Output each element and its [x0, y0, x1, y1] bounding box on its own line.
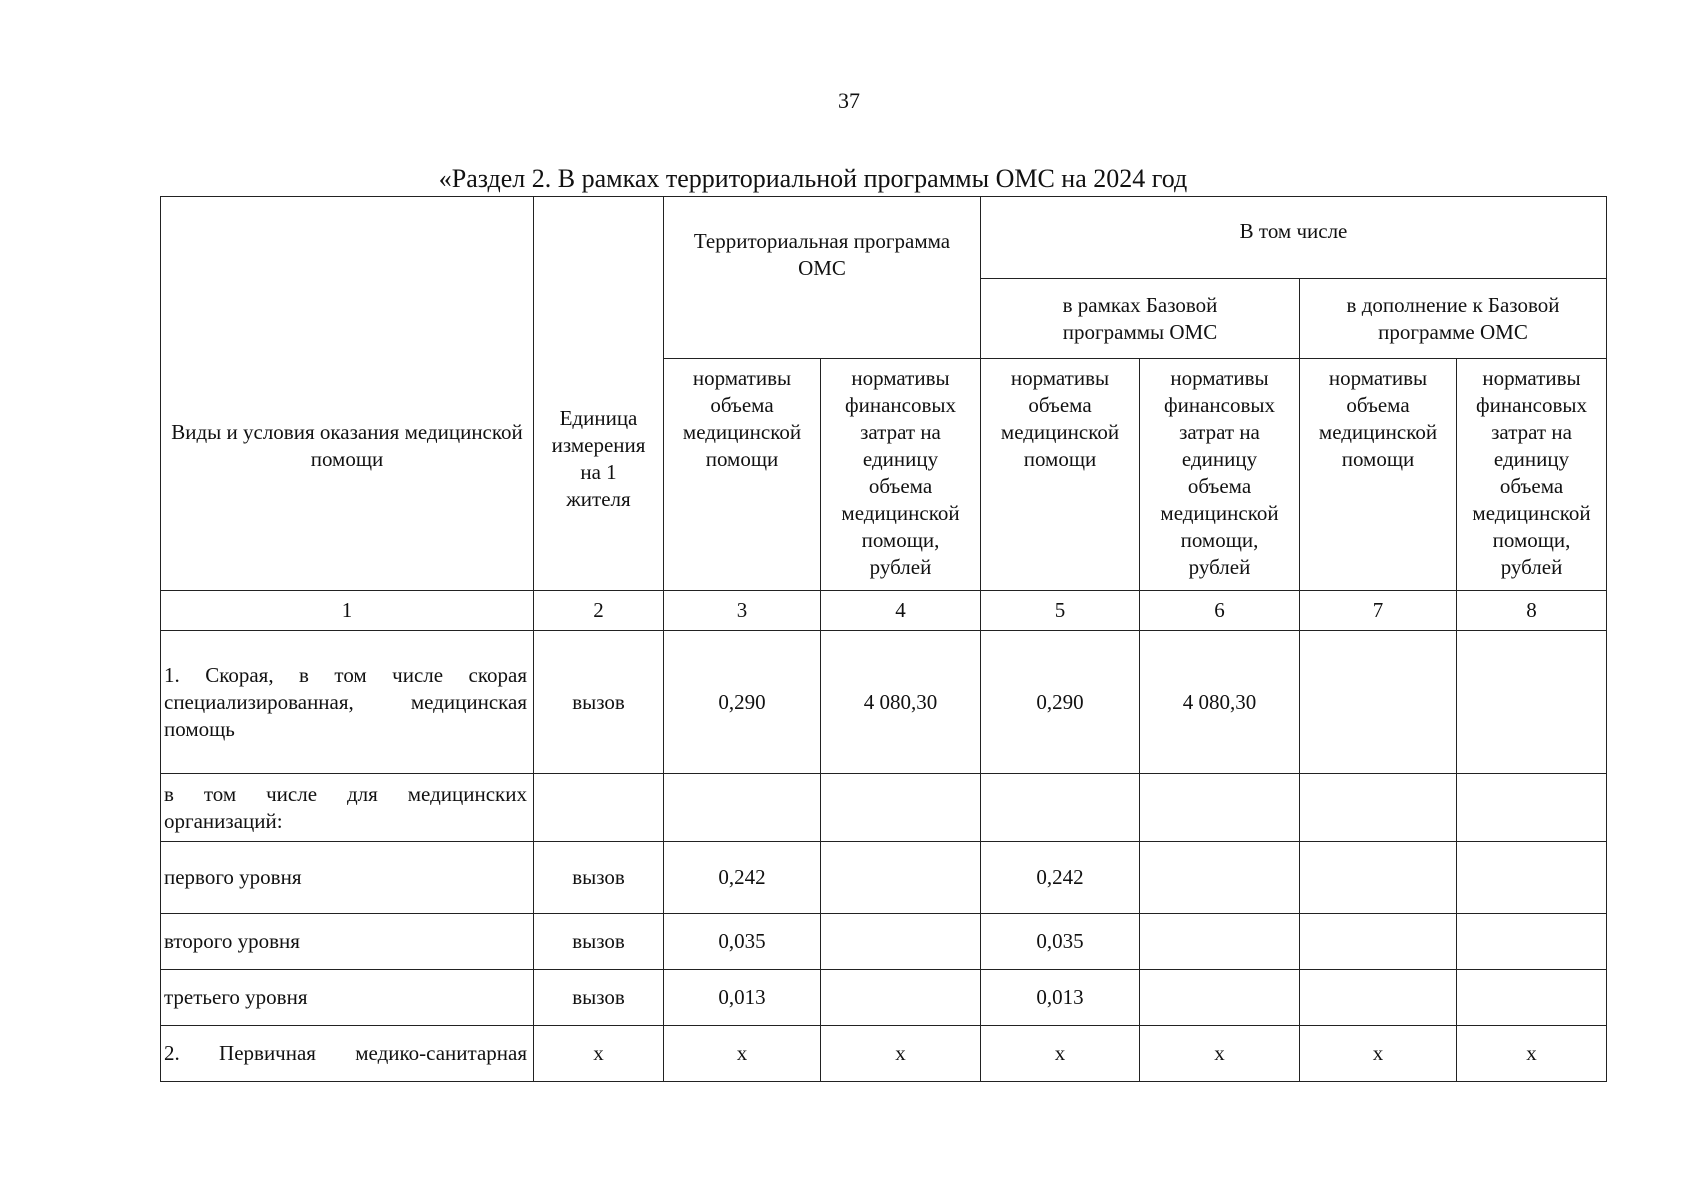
page-number: 37 [838, 88, 860, 113]
row-value [1140, 774, 1300, 842]
header-kinds-conditions-text: Виды и условия оказания медицинской помощи [171, 420, 523, 471]
header-volume-norm-addition [1300, 359, 1457, 591]
header-line: объема [710, 393, 774, 417]
header-addition-line: в дополнение к Базовой [1346, 292, 1560, 317]
header-base-line: в рамках Базовой [1062, 292, 1218, 317]
row-value [821, 970, 981, 1026]
table-row [161, 774, 1607, 842]
row-name: первого уровня [161, 842, 534, 914]
row-value: 4 080,30 [1140, 631, 1300, 774]
header-volume-norm-territorial [664, 359, 821, 591]
header-line: нормативы [1170, 366, 1269, 390]
header-line: медицинской [682, 420, 802, 444]
row-value: 0,290 [664, 631, 821, 774]
header-base-program [981, 279, 1300, 359]
row-unit: вызов [534, 914, 664, 970]
row-value: 0,242 [981, 842, 1140, 914]
row-name: третьего уровня [161, 970, 534, 1026]
header-kinds-conditions [161, 197, 534, 591]
row-value [1300, 631, 1457, 774]
column-number: 4 [821, 591, 981, 631]
row-value: х [1457, 1026, 1607, 1082]
header-line: нормативы [1328, 366, 1428, 390]
header-line: объема [1028, 393, 1092, 417]
header-line: нормативы [1482, 366, 1581, 390]
row-value [1300, 842, 1457, 914]
header-line: объема [1346, 393, 1410, 417]
row-value: 4 080,30 [821, 631, 981, 774]
header-addition-program [1300, 279, 1607, 359]
row-value [1140, 842, 1300, 914]
header-line: рублей [1188, 555, 1251, 579]
row-value [981, 774, 1140, 842]
header-line: затрат на [860, 420, 941, 444]
column-number: 2 [534, 591, 664, 631]
header-line: нормативы [692, 366, 792, 390]
header-territorial-program [664, 197, 981, 359]
header-line: помощи [1341, 447, 1415, 471]
header-line: затрат на [1179, 420, 1260, 444]
header-addition-line: программе ОМС [1378, 319, 1528, 344]
header-territorial-line: ОМС [798, 255, 846, 280]
header-line: медицинской [841, 501, 960, 525]
column-number: 6 [1140, 591, 1300, 631]
row-value [1457, 774, 1607, 842]
row-value: 0,290 [981, 631, 1140, 774]
header-line: медицинской [1000, 420, 1120, 444]
column-numbers-row [161, 591, 1607, 631]
row-value: х [664, 1026, 821, 1082]
column-number: 1 [161, 591, 534, 631]
header-line: финансовых [845, 393, 956, 417]
row-value: 0,035 [981, 914, 1140, 970]
row-name: второго уровня [161, 914, 534, 970]
header-cost-norm-addition [1457, 359, 1607, 591]
header-including [981, 197, 1607, 279]
row-unit [534, 774, 664, 842]
row-value [1457, 842, 1607, 914]
table-row [161, 842, 1607, 914]
row-value: 0,035 [664, 914, 821, 970]
row-value [1300, 914, 1457, 970]
header-line: медицинской [1318, 420, 1438, 444]
row-value [1457, 970, 1607, 1026]
row-value [1300, 774, 1457, 842]
header-line: нормативы [851, 366, 950, 390]
header-line: объема [1187, 474, 1252, 498]
table-row [161, 631, 1607, 774]
header-cost-norm-territorial [821, 359, 981, 591]
row-value [821, 914, 981, 970]
norms-table [160, 196, 1607, 1082]
table-row [161, 1026, 1607, 1082]
row-value [821, 774, 981, 842]
header-line: рублей [1500, 555, 1563, 579]
header-line: единицу [1493, 447, 1570, 471]
row-value [664, 774, 821, 842]
row-value [1457, 631, 1607, 774]
row-name: 1. Скорая, в том числе скорая специализированная, медицинская помощь [161, 631, 534, 774]
row-value [821, 842, 981, 914]
table-row [161, 970, 1607, 1026]
row-value: 0,242 [664, 842, 821, 914]
header-line: объема [868, 474, 933, 498]
header-line: медицинской [1160, 501, 1279, 525]
row-value: 0,013 [664, 970, 821, 1026]
column-number: 8 [1457, 591, 1607, 631]
row-name: в том числе для медицинских организаций: [161, 774, 534, 842]
row-value: х [821, 1026, 981, 1082]
header-unit-line: на 1 [580, 459, 617, 484]
header-line: финансовых [1476, 393, 1588, 417]
row-unit: вызов [534, 631, 664, 774]
header-line: единицу [862, 447, 939, 471]
row-value [1140, 970, 1300, 1026]
row-value: х [1300, 1026, 1457, 1082]
column-number: 7 [1300, 591, 1457, 631]
row-name: 2. Первичная медико-санитарная [161, 1026, 534, 1082]
row-value: х [981, 1026, 1140, 1082]
header-line: помощи, [1180, 528, 1259, 552]
header-cost-norm-base [1140, 359, 1300, 591]
header-line: рублей [869, 555, 932, 579]
row-unit: вызов [534, 970, 664, 1026]
header-line: помощи, [1492, 528, 1571, 552]
header-including-text: В том числе [1239, 219, 1348, 243]
header-line: помощи [1023, 447, 1097, 471]
header-base-line: программы ОМС [1062, 319, 1218, 344]
header-line: помощи [705, 447, 779, 471]
row-value [1457, 914, 1607, 970]
header-unit-line: жителя [566, 486, 631, 511]
row-unit: х [534, 1026, 664, 1082]
header-line: объема [1499, 474, 1564, 498]
header-unit-line: Единица [559, 405, 638, 430]
row-value [1140, 914, 1300, 970]
header-volume-norm-base [981, 359, 1140, 591]
header-line: нормативы [1010, 366, 1110, 390]
row-value: х [1140, 1026, 1300, 1082]
header-line: единицу [1181, 447, 1258, 471]
header-territorial-line: Территориальная программа [693, 228, 951, 253]
header-line: затрат на [1491, 420, 1572, 444]
row-unit: вызов [534, 842, 664, 914]
column-number: 3 [664, 591, 821, 631]
table-row [161, 914, 1607, 970]
header-line: помощи, [861, 528, 940, 552]
row-value [1300, 970, 1457, 1026]
column-number: 5 [981, 591, 1140, 631]
header-line: медицинской [1472, 501, 1591, 525]
section-title: «Раздел 2. В рамках территориальной программы ОМС на 2024 год [438, 164, 1188, 193]
header-unit [534, 197, 664, 591]
header-line: финансовых [1164, 393, 1275, 417]
header-unit-line: измерения [551, 432, 646, 457]
row-value: 0,013 [981, 970, 1140, 1026]
